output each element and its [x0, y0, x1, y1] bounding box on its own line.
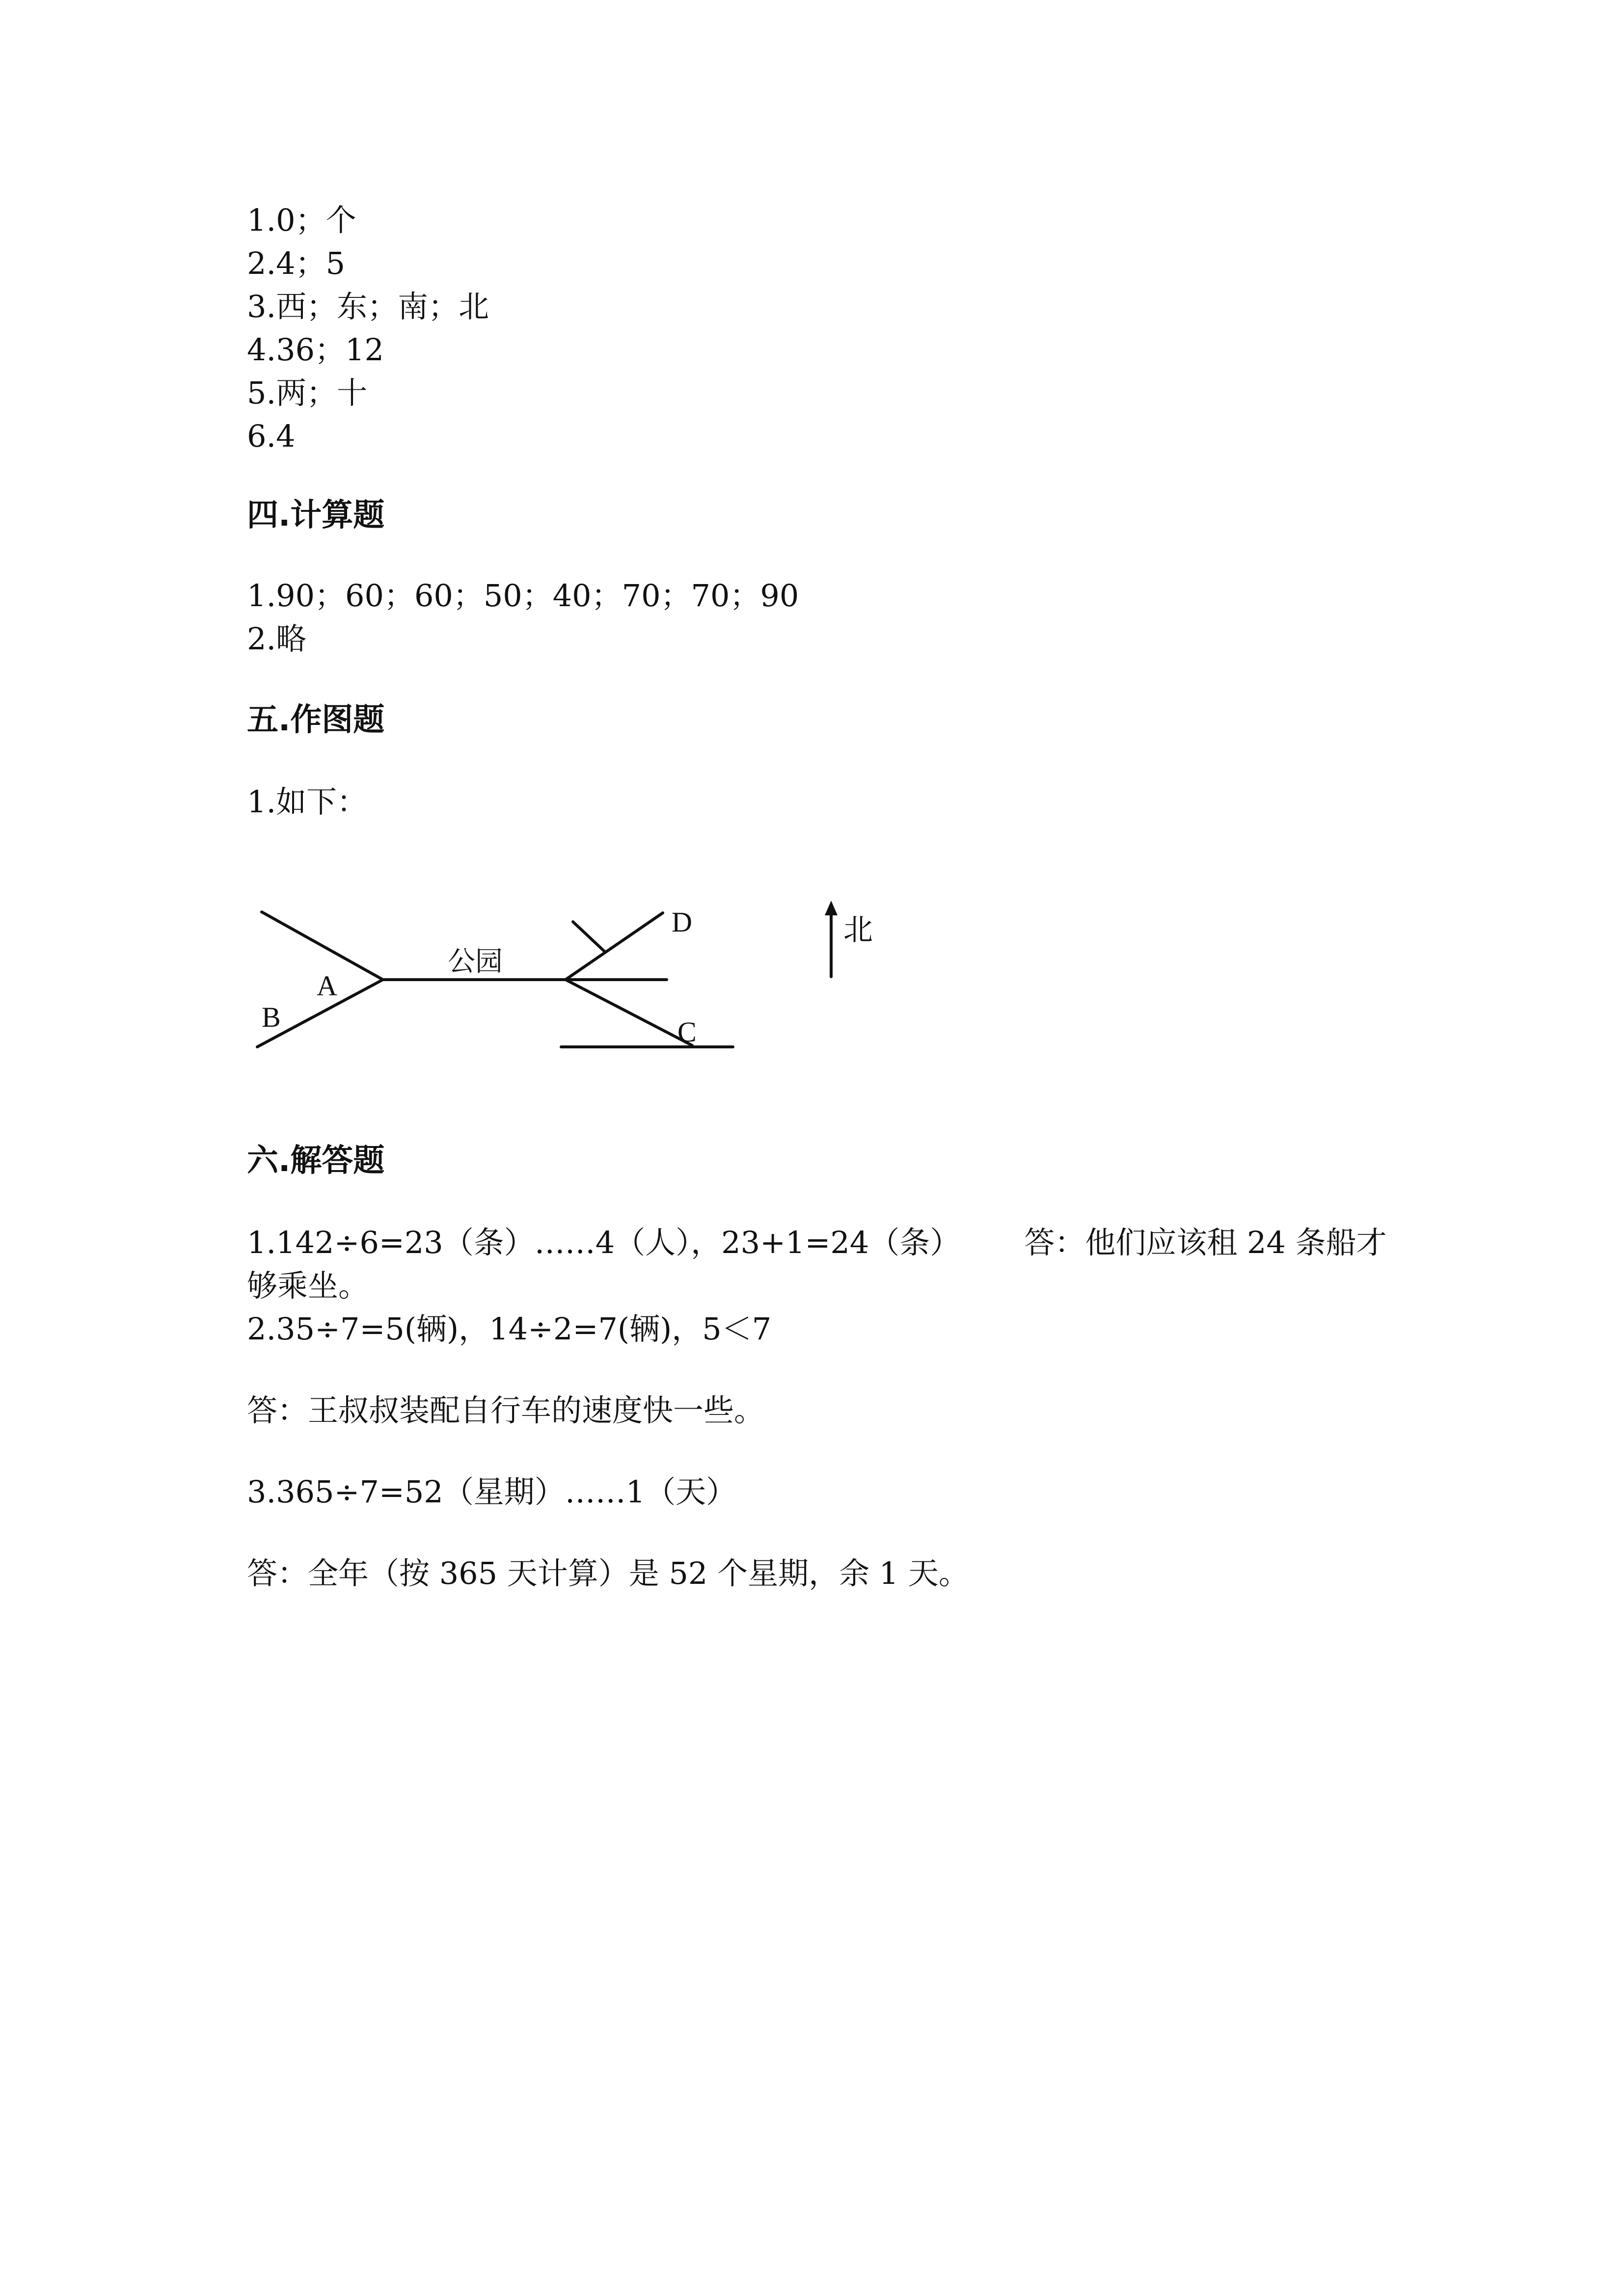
- road-to-d: [566, 913, 663, 980]
- answer-6-1-calc: 1.142÷6=23（条）……4（人），23+1=24（条）: [247, 1225, 961, 1260]
- answer-3-5: 5.两；十: [247, 375, 368, 411]
- answer-4-2: 2.略: [247, 621, 307, 657]
- point-a-label: A: [317, 970, 337, 1002]
- road-to-c: [566, 980, 692, 1045]
- section-4-heading: 四.计算题: [247, 497, 385, 534]
- answer-3-4: 4.36；12: [247, 332, 384, 368]
- point-b-label: B: [262, 1001, 281, 1033]
- answer-6-1-line: [247, 1221, 1387, 1264]
- answer-4-1: 1.90；60；60；50；40；70；70；90: [247, 578, 799, 614]
- park-label: 公园: [448, 946, 503, 978]
- answer-6-2-answer: 答：王叔叔装配自行车的速度快一些。: [247, 1392, 765, 1428]
- answer-3-1: 1.0；个: [247, 202, 356, 238]
- north-label: 北: [843, 913, 873, 947]
- point-d-label: D: [672, 906, 692, 938]
- section-6-heading: 六.解答题: [247, 1143, 385, 1179]
- answer-6-1-cont: 够乘坐。: [247, 1268, 369, 1304]
- answer-3-2: 2.4；5: [247, 245, 346, 281]
- section-5-heading: 五.作图题: [247, 702, 385, 738]
- answer-6-1-answer: 答：他们应该租 24 条船才: [1024, 1225, 1387, 1260]
- answer-3-3: 3.西；东；南；北: [247, 289, 489, 324]
- map-figure: [0, 0, 1624, 1129]
- answer-6-3-answer: 答：全年（按 365 天计算）是 52 个星期，余 1 天。: [247, 1555, 969, 1591]
- answer-6-3-calc: 3.365÷7=52（星期）……1（天）: [247, 1474, 737, 1510]
- answer-5-1: 1.如下：: [247, 784, 368, 820]
- road-tick: [573, 922, 605, 952]
- point-c-label: C: [677, 1016, 697, 1048]
- north-arrow-head: [825, 901, 838, 915]
- answer-3-6: 6.4: [247, 418, 296, 454]
- answer-6-2-calc: 2.35÷7=5(辆)，14÷2=7(辆)，5＜7: [247, 1311, 772, 1347]
